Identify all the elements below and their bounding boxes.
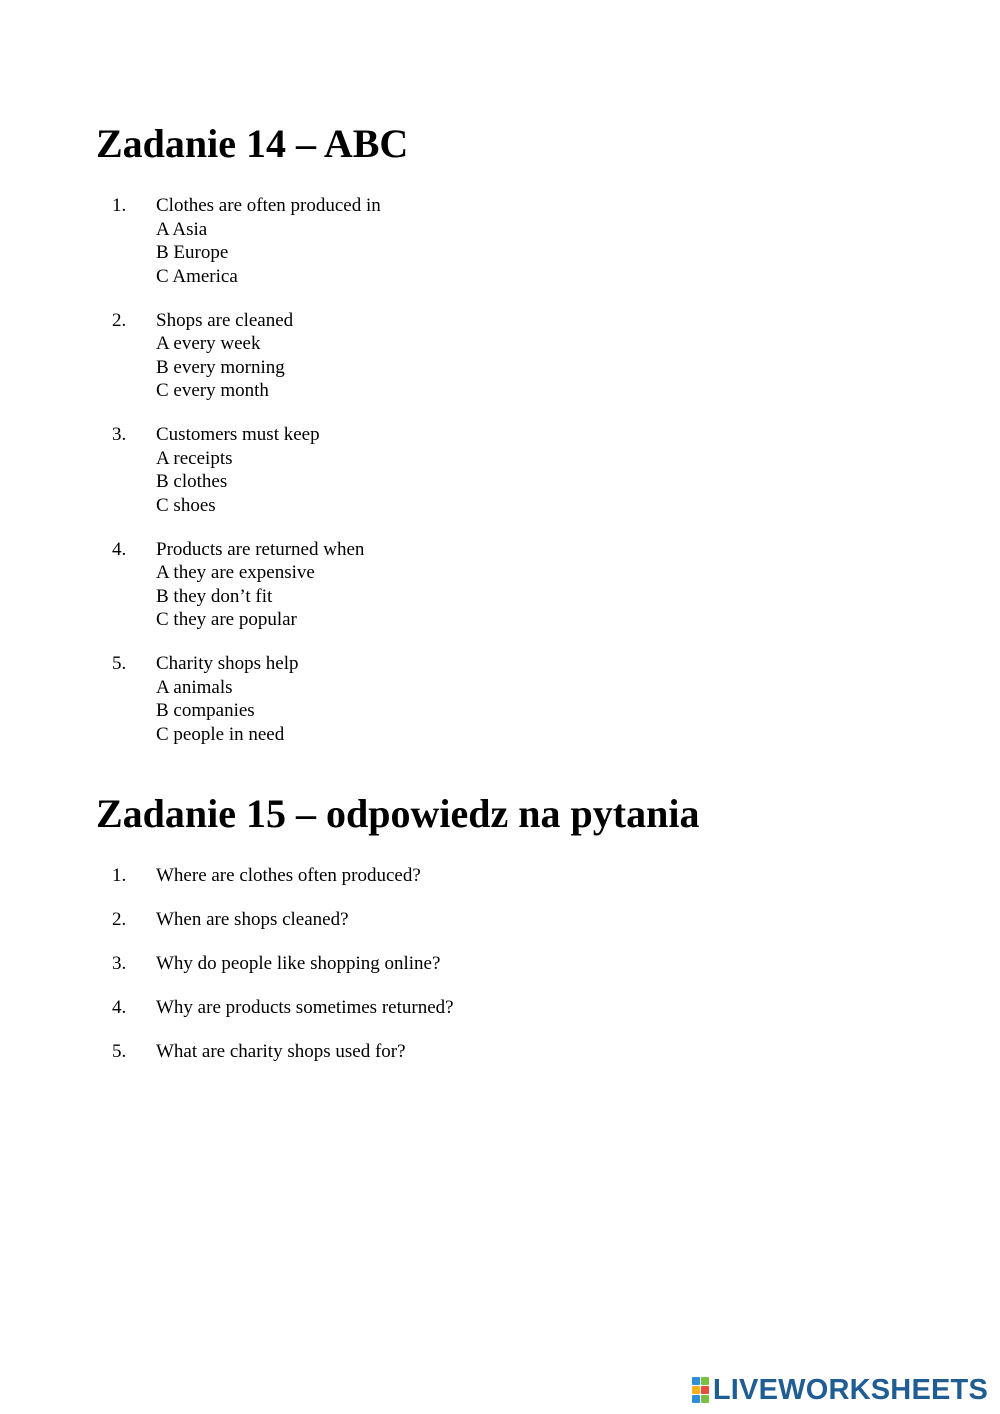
question-number: 3. [112, 424, 127, 445]
option-b: B they don’t fit [156, 585, 273, 607]
question-text: Products are returned when [156, 538, 365, 560]
option-b: B Europe [156, 242, 229, 263]
section-14-question-list [0, 194, 1000, 767]
question-number: 2. [112, 309, 127, 331]
question-text: Why are products sometimes returned? [156, 997, 454, 1018]
question-text: What are charity shops used for? [156, 1041, 406, 1062]
question-text: Why do people like shopping online? [156, 953, 441, 974]
option-b: B companies [156, 700, 255, 721]
liveworksheets-branding [692, 1372, 988, 1408]
option-a: A they are expensive [156, 562, 315, 583]
option-c: C they are popular [156, 609, 297, 630]
option-c: C shoes [156, 494, 216, 516]
logo-tile [701, 1377, 709, 1385]
section-14-question-1 [0, 194, 1000, 288]
section-15-question-2 [0, 908, 1000, 932]
question-number: 5. [112, 1041, 127, 1062]
section-15-title: Zadanie 15 – odpowiedz na pytania [96, 791, 700, 836]
liveworksheets-logo-icon [692, 1377, 710, 1403]
question-text: Shops are cleaned [156, 309, 294, 331]
question-number: 2. [112, 909, 127, 930]
option-a: A every week [156, 333, 261, 354]
section-15-question-1 [0, 864, 1000, 888]
option-b: B clothes [156, 471, 228, 492]
logo-tile [701, 1395, 709, 1403]
question-text: Clothes are often produced in [156, 195, 381, 216]
option-a: A receipts [156, 447, 233, 469]
question-number: 5. [112, 653, 127, 674]
question-text: Customers must keep [156, 424, 320, 445]
section-15-question-3 [0, 952, 1000, 976]
section-15-question-5 [0, 1040, 1000, 1064]
liveworksheets-logo-text: LIVEWORKSHEETS [712, 1373, 988, 1406]
logo-tile [692, 1395, 700, 1403]
logo-tile [692, 1386, 700, 1394]
section-14-question-4 [0, 538, 1000, 632]
logo-tile [692, 1377, 700, 1385]
option-a: A Asia [156, 218, 208, 240]
section-15-question-list [0, 864, 1000, 1084]
option-a: A animals [156, 676, 233, 698]
section-14-question-5 [0, 652, 1000, 746]
question-number: 4. [112, 538, 127, 560]
question-number: 1. [112, 865, 127, 886]
section-14-title: Zadanie 14 – ABC [96, 121, 409, 166]
option-b: B every morning [156, 356, 285, 378]
question-number: 4. [112, 997, 127, 1018]
section-14-question-2 [0, 309, 1000, 403]
option-c: C America [156, 265, 238, 287]
section-15-question-4 [0, 996, 1000, 1020]
option-c: C every month [156, 380, 269, 401]
question-text: Where are clothes often produced? [156, 865, 421, 886]
logo-tile [701, 1386, 709, 1394]
section-14-question-3 [0, 423, 1000, 517]
question-number: 3. [112, 953, 127, 974]
question-number: 1. [112, 195, 127, 216]
question-text: Charity shops help [156, 653, 299, 674]
option-c: C people in need [156, 723, 285, 745]
question-text: When are shops cleaned? [156, 909, 349, 930]
